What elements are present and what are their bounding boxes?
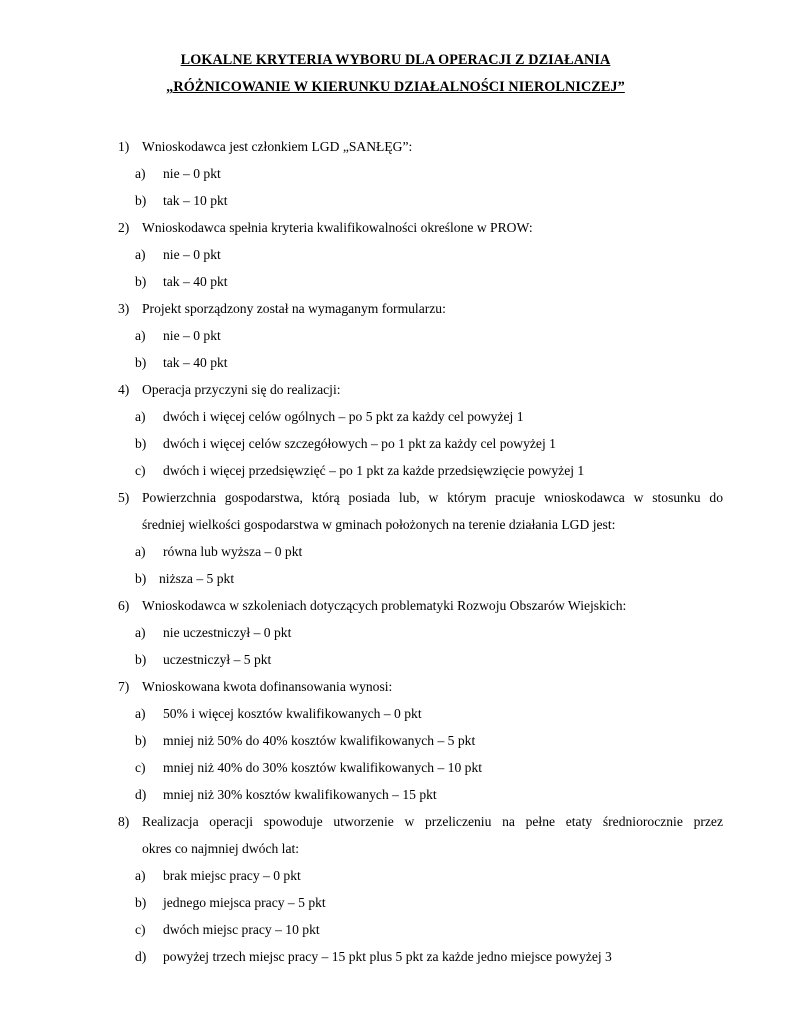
option-text: tak – 40 pkt xyxy=(163,355,228,370)
option-text: równa lub wyższa – 0 pkt xyxy=(163,544,303,559)
criterion-text: Wnioskowana kwota dofinansowania wynosi: xyxy=(142,679,393,694)
criterion-number: 6) xyxy=(118,598,130,613)
option-text: mniej niż 30% kosztów kwalifikowanych – 15 pkt xyxy=(163,787,437,802)
option-letter: b) xyxy=(135,193,147,208)
option-text: dwóch i więcej celów szczegółowych – po 1 pkt za każdy cel powyżej 1 xyxy=(163,436,556,451)
criterion-number: 2) xyxy=(118,220,130,235)
criterion-number: 3) xyxy=(118,301,130,316)
criterion-text: Powierzchnia gospodarstwa, którą posiada lub, w którym pracuje wnioskodawca w stosunku do xyxy=(142,490,723,505)
option-text: brak miejsc pracy – 0 pkt xyxy=(163,868,301,883)
criterion-text: Wnioskodawca jest członkiem LGD „SANŁĘG”: xyxy=(142,139,413,154)
option-letter: d) xyxy=(135,949,147,964)
option-letter: c) xyxy=(135,922,146,937)
option-text: dwóch miejsc pracy – 10 pkt xyxy=(163,922,320,937)
option-letter: a) xyxy=(135,625,146,640)
option-text: 50% i więcej kosztów kwalifikowanych – 0 pkt xyxy=(163,706,422,721)
option-text: powyżej trzech miejsc pracy – 15 pkt plus 5 pkt za każde jedno miejsce powyżej 3 xyxy=(163,949,612,964)
criterion-text-continued: okres co najmniej dwóch lat: xyxy=(142,841,300,856)
option-letter: b) xyxy=(135,652,147,667)
option-letter: b) xyxy=(135,733,147,748)
option-text: dwóch i więcej celów ogólnych – po 5 pkt za każdy cel powyżej 1 xyxy=(163,409,524,424)
option-letter: c) xyxy=(135,760,146,775)
criterion-text-continued: średniej wielkości gospodarstwa w gminach położonych na terenie działania LGD jest: xyxy=(142,517,616,532)
option-letter: b) xyxy=(135,571,147,586)
option-letter: a) xyxy=(135,166,146,181)
option-letter: a) xyxy=(135,706,146,721)
criterion-text: Wnioskodawca spełnia kryteria kwalifikowalności określone w PROW: xyxy=(142,220,533,235)
option-letter: a) xyxy=(135,868,146,883)
option-letter: a) xyxy=(135,247,146,262)
criterion-text: Wnioskodawca w szkoleniach dotyczących problematyki Rozwoju Obszarów Wiejskich: xyxy=(142,598,627,613)
option-text: nie – 0 pkt xyxy=(163,166,221,181)
document-title-line-1: LOKALNE KRYTERIA WYBORU DLA OPERACJI Z DZIAŁANIA xyxy=(180,52,611,68)
option-letter: b) xyxy=(135,436,147,451)
option-letter: b) xyxy=(135,895,147,910)
option-letter: b) xyxy=(135,274,147,289)
option-text: uczestniczył – 5 pkt xyxy=(163,652,272,667)
option-text: nie uczestniczył – 0 pkt xyxy=(163,625,292,640)
criterion-number: 8) xyxy=(118,814,130,829)
criterion-text: Realizacja operacji spowoduje utworzenie w przeliczeniu na pełne etaty średniorocznie przez xyxy=(142,814,723,829)
option-letter: a) xyxy=(135,328,146,343)
criterion-number: 5) xyxy=(118,490,130,505)
option-text: dwóch i więcej przedsięwzięć – po 1 pkt za każde przedsięwzięcie powyżej 1 xyxy=(163,463,585,478)
document-title-line-2: „RÓŻNICOWANIE W KIERUNKU DZIAŁALNOŚCI NIEROLNICZEJ” xyxy=(166,79,625,95)
option-text: nie – 0 pkt xyxy=(163,328,221,343)
criterion-number: 7) xyxy=(118,679,130,694)
option-text: mniej niż 40% do 30% kosztów kwalifikowanych – 10 pkt xyxy=(163,760,483,775)
criterion-number: 4) xyxy=(118,382,130,397)
option-text: niższa – 5 pkt xyxy=(159,571,235,586)
option-letter: c) xyxy=(135,463,146,478)
criterion-text: Projekt sporządzony został na wymaganym formularzu: xyxy=(142,301,446,316)
option-text: nie – 0 pkt xyxy=(163,247,221,262)
option-text: mniej niż 50% do 40% kosztów kwalifikowanych – 5 pkt xyxy=(163,733,476,748)
criterion-text: Operacja przyczyni się do realizacji: xyxy=(142,382,341,397)
option-letter: b) xyxy=(135,355,147,370)
option-letter: a) xyxy=(135,544,146,559)
option-text: tak – 10 pkt xyxy=(163,193,228,208)
option-letter: d) xyxy=(135,787,147,802)
criterion-number: 1) xyxy=(118,139,130,154)
option-letter: a) xyxy=(135,409,146,424)
option-text: tak – 40 pkt xyxy=(163,274,228,289)
option-text: jednego miejsca pracy – 5 pkt xyxy=(163,895,326,910)
